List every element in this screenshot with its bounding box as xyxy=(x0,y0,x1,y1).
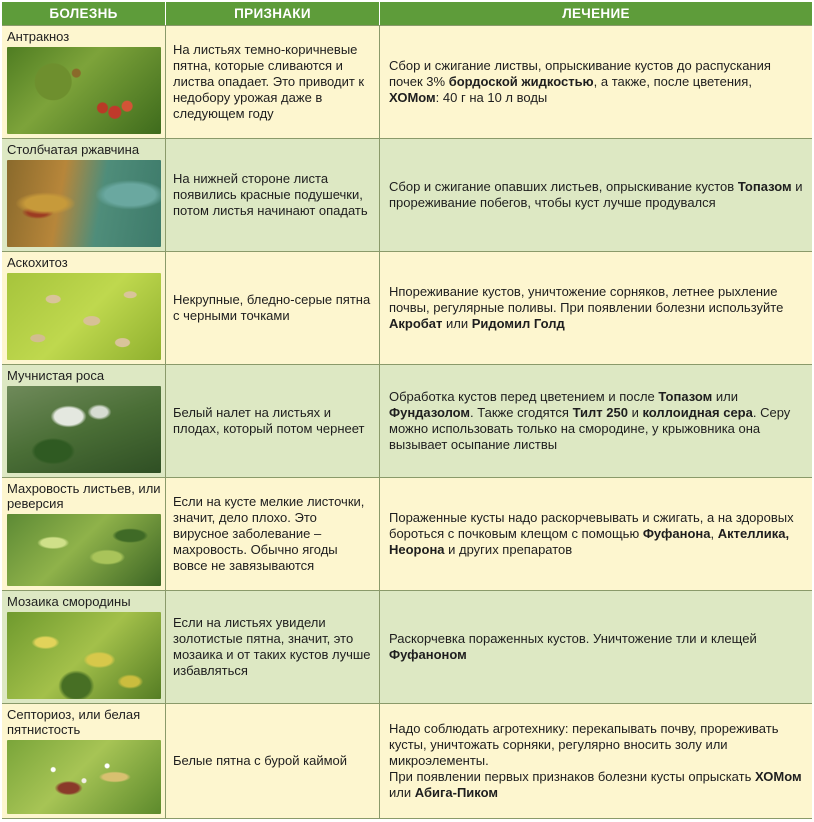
treatment-product: Топазом xyxy=(737,179,792,194)
disease-cell xyxy=(2,365,166,477)
table-row xyxy=(2,138,812,251)
treatment-product: Тилт 250 xyxy=(572,405,628,420)
signs-cell xyxy=(166,252,380,364)
treatment-fragment: Нпореживание кустов, уничтожение сорняков, летнее рыхление почвы, регулярные поливы. При появлении болезни используйте xyxy=(389,284,784,315)
treatment-fragment: При появлении первых признаков болезни кусты опрыскать xyxy=(389,769,755,784)
signs-text: Белые пятна с бурой каймой xyxy=(173,753,348,768)
treatment-text xyxy=(389,510,804,558)
treatment-product: Актеллика, Неорона xyxy=(389,526,790,557)
disease-name: Мучнистая роса xyxy=(7,368,105,383)
signs-text: Некрупные, бледно-серые пятна с черными точками xyxy=(173,292,371,323)
treatment-fragment: Обработка кустов перед цветением и после xyxy=(389,389,659,404)
table-row xyxy=(2,703,812,819)
treatment-text xyxy=(389,179,804,211)
signs-text: Если на листьях увидели золотистые пятна, значит, это мозаика и от таких кустов лучше избавляться xyxy=(173,615,371,678)
disease-cell xyxy=(2,252,166,364)
treatment-cell xyxy=(380,591,812,703)
treatment-cell xyxy=(380,365,812,477)
disease-cell xyxy=(2,26,166,138)
treatment-product: Топазом xyxy=(658,389,713,404)
treatment-fragment: или xyxy=(389,785,415,800)
treatment-fragment: или xyxy=(442,316,472,331)
treatment-product: Фуфанона xyxy=(642,526,711,541)
disease-name: Махровость листьев, или реверсия xyxy=(7,481,161,511)
treatment-product: бордоской жидкостью xyxy=(448,74,594,89)
treatment-fragment: или xyxy=(712,389,738,404)
treatment-fragment: , а также, после цветения, xyxy=(593,74,752,89)
treatment-product: Акробат xyxy=(389,316,443,331)
disease-cell xyxy=(2,139,166,251)
disease-name: Аскохитоз xyxy=(7,255,68,270)
reversion-bush-photo xyxy=(7,514,161,586)
signs-cell xyxy=(166,139,380,251)
table-row xyxy=(2,477,812,590)
table-row xyxy=(2,364,812,477)
rust-leaf-photo xyxy=(7,160,161,247)
treatment-cell xyxy=(380,704,812,818)
table-body xyxy=(2,25,812,819)
treatment-text xyxy=(389,58,804,106)
header-disease: БОЛЕЗНЬ xyxy=(2,2,166,25)
treatment-product: коллоидная сера xyxy=(642,405,753,420)
header-signs: ПРИЗНАКИ xyxy=(166,2,380,25)
treatment-fragment: , xyxy=(710,526,718,541)
signs-cell xyxy=(166,26,380,138)
disease-table xyxy=(2,2,812,819)
table-row xyxy=(2,590,812,703)
disease-cell xyxy=(2,478,166,590)
treatment-text xyxy=(389,721,804,801)
treatment-product: Фундазолом xyxy=(389,405,471,420)
table-row xyxy=(2,25,812,138)
disease-cell xyxy=(2,591,166,703)
signs-cell xyxy=(166,365,380,477)
treatment-text xyxy=(389,389,804,453)
signs-cell xyxy=(166,478,380,590)
treatment-fragment: : 40 г на 10 л воды xyxy=(435,90,548,105)
treatment-fragment: и других препаратов xyxy=(444,542,573,557)
header-treatment: ЛЕЧЕНИЕ xyxy=(380,2,812,25)
anthracnose-leaf-photo xyxy=(7,47,161,134)
disease-cell xyxy=(2,704,166,818)
signs-text: Белый налет на листьях и плодах, который потом чернеет xyxy=(173,405,365,436)
treatment-cell xyxy=(380,26,812,138)
mosaic-leaf-photo xyxy=(7,612,161,699)
ascochyta-leaf-photo xyxy=(7,273,161,360)
treatment-cell xyxy=(380,478,812,590)
signs-text: На нижней стороне листа появились красные подушечки, потом листья начинают опадать xyxy=(173,171,368,218)
disease-name: Септориоз, или белая пятнистость xyxy=(7,707,141,737)
treatment-product: Ридомил Голд xyxy=(471,316,565,331)
treatment-fragment: Раскорчевка пораженных кустов. Уничтожение тли и клещей xyxy=(389,631,757,646)
signs-cell xyxy=(166,591,380,703)
treatment-product: Фуфаноном xyxy=(389,647,467,662)
treatment-text xyxy=(389,631,804,663)
treatment-fragment: Надо соблюдать агротехнику: перекапывать почву, прореживать кусты, уничтожать сорняки, регулярно вносить золу или микроэлементы. xyxy=(389,721,779,768)
disease-name: Столбчатая ржавчина xyxy=(7,142,140,157)
treatment-product: Абига-Пиком xyxy=(414,785,499,800)
treatment-fragment: Сбор и сжигание листвы, опрыскивание кустов до распускания почек 3% xyxy=(389,58,771,89)
treatment-fragment: и прореживание побегов, чтобы куст лучше продувался xyxy=(389,179,803,210)
table-header xyxy=(2,2,812,25)
table-row xyxy=(2,251,812,364)
powdery-mildew-photo xyxy=(7,386,161,473)
treatment-fragment: Пораженные кусты надо раскорчевывать и сжигать, а на здоровых бороться с почковым клещом с помощью xyxy=(389,510,794,541)
treatment-fragment: и xyxy=(627,405,643,420)
treatment-product: ХОМом xyxy=(754,769,802,784)
treatment-product: ХОМом xyxy=(389,90,436,105)
treatment-cell xyxy=(380,139,812,251)
septoria-leaf-photo xyxy=(7,740,161,814)
signs-text: На листьях темно-коричневые пятна, которые сливаются и листва опадает. Это приводит к недобору урожая даже в следующем году xyxy=(173,42,365,121)
disease-name: Антракноз xyxy=(7,29,70,44)
treatment-text xyxy=(389,284,804,332)
treatment-fragment: Сбор и сжигание опавших листьев, опрыскивание кустов xyxy=(389,179,738,194)
treatment-fragment: . Серу можно использовать только на смородине, у крыжовника она вызывает осыпание листвы xyxy=(389,405,791,452)
disease-name: Мозаика смородины xyxy=(7,594,131,609)
signs-text: Если на кусте мелкие листочки, значит, дело плохо. Это вирусное заболевание – махровость. Обычно ягоды вовсе не завязываются xyxy=(173,494,365,573)
signs-cell xyxy=(166,704,380,818)
treatment-fragment: . Также сгодятся xyxy=(470,405,573,420)
treatment-cell xyxy=(380,252,812,364)
